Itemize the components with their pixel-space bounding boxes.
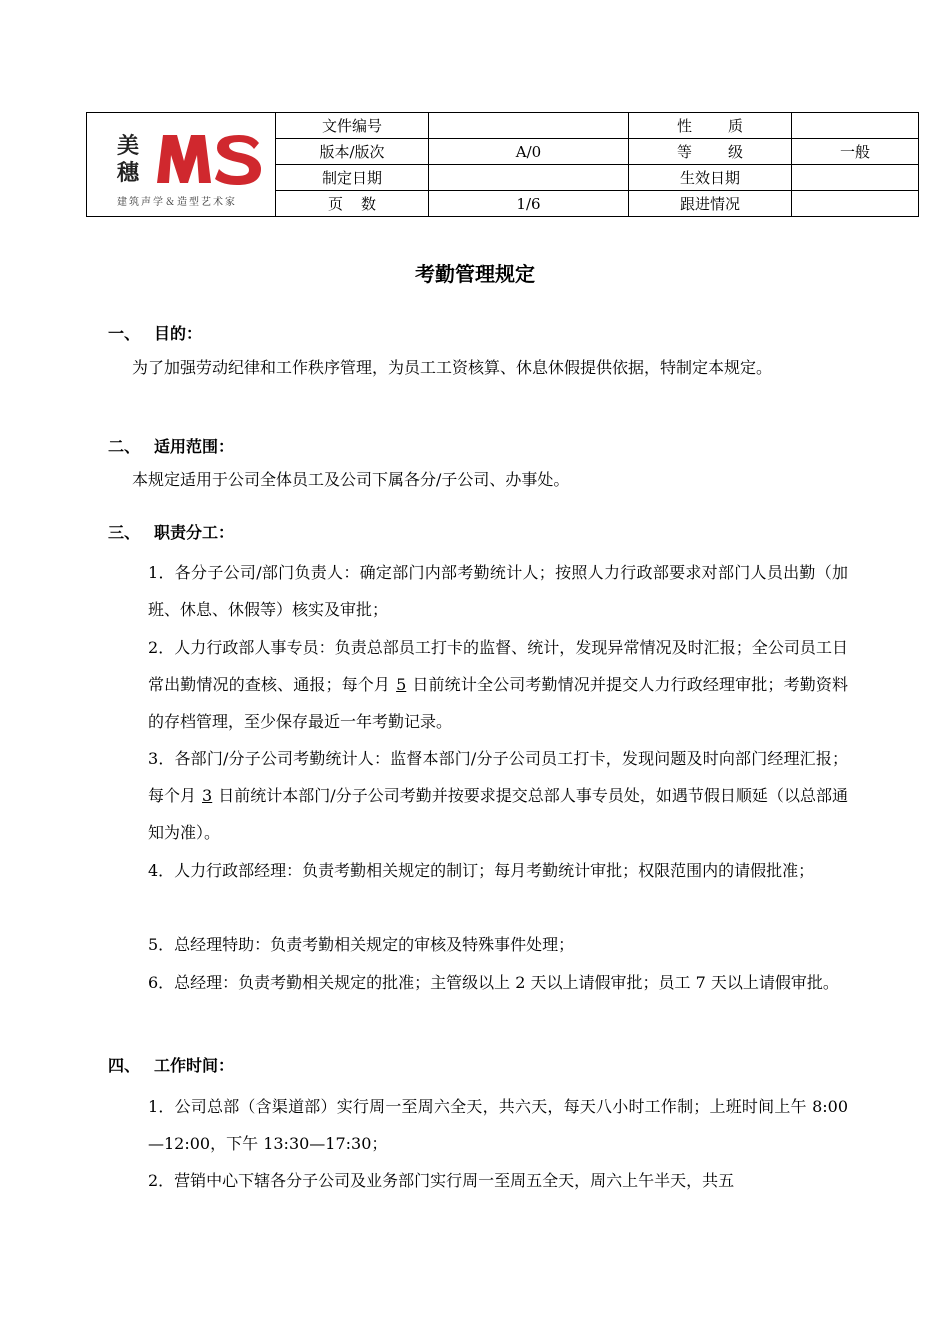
duty-item-3: 3．各部门/分子公司考勤统计人：监督本部门/分子公司员工打卡，发现问题及时向部门经理汇报；每个月 3 日前统计本部门/分子公司考勤并按要求提交总部人事专员处，如遇节假日顺延（以总部通知为准）。: [148, 749, 848, 842]
document-title: 考勤管理规定: [415, 262, 535, 286]
duty-item-1: 1．各分子公司/部门负责人：确定部门内部考勤统计人；按照人力行政部要求对部门人员出勤（加班、休息、休假等）核实及审批；: [148, 563, 848, 619]
duty-item-4: 4．人力行政部经理：负责考勤相关规定的制订；每月考勤统计审批；权限范围内的请假批准；: [148, 861, 815, 880]
logo-chinese-name: 美 穗: [117, 132, 140, 186]
value-effective-date: [792, 165, 919, 191]
section-duties-heading: 三、 职责分工：: [108, 523, 235, 542]
label-pages: 页数: [276, 191, 429, 217]
label-version: 版本/版次: [276, 139, 429, 165]
label-file-number: 文件编号: [276, 113, 429, 139]
label-effective-date: 生效日期: [629, 165, 792, 191]
duty-item-2: 2．人力行政部人事专员：负责总部员工打卡的监督、统计，发现异常情况及时汇报；全公司员工日常出勤情况的查核、通报；每个月 5 日前统计全公司考勤情况并提交人力行政经理审批；考勤资料的存档管理，至少保存最近一年考勤记录。: [148, 638, 848, 731]
section-purpose-text: 为了加强劳动纪律和工作秩序管理，为员工工资核算、休息休假提供依据，特制定本规定。: [132, 358, 773, 377]
section-scope-text: 本规定适用于公司全体员工及公司下属各分/子公司、办事处。: [132, 470, 570, 489]
value-follow-up: [792, 191, 919, 217]
label-created-date: 制定日期: [276, 165, 429, 191]
value-version: A/0: [429, 139, 629, 165]
document-header-table: [86, 112, 919, 217]
section-scope-heading: 二、 适用范围：: [108, 437, 235, 456]
section-work-hours-heading: 四、 工作时间：: [108, 1056, 235, 1075]
duty-item-6: 6．总经理：负责考勤相关规定的批准；主管级以上 2 天以上请假审批；员工 7 天以上请假审批。: [148, 973, 839, 992]
label-nature: 性质: [629, 113, 792, 139]
value-nature: [792, 113, 919, 139]
monthly-deadline-day: 5: [396, 675, 407, 694]
value-created-date: [429, 165, 629, 191]
logo-cell: [87, 113, 276, 217]
company-logo: [87, 115, 275, 215]
work-hours-item-2: 2．营销中心下辖各分子公司及业务部门实行周一至周五全天，周六上午半天，共五: [148, 1171, 735, 1190]
label-grade: 等级: [629, 139, 792, 165]
section-purpose-heading: 一、 目的：: [108, 324, 203, 343]
value-pages: 1/6: [429, 191, 629, 217]
department-deadline-day: 3: [202, 786, 213, 805]
logo-subtitle: 建筑声学＆造型艺术家: [117, 196, 237, 208]
label-follow-up: 跟进情况: [629, 191, 792, 217]
value-grade: 一般: [792, 139, 919, 165]
work-hours-item-1: 1．公司总部（含渠道部）实行周一至周六全天，共六天，每天八小时工作制；上班时间上午 8:00—12:00，下午 13:30—17:30；: [148, 1097, 848, 1153]
value-file-number: [429, 113, 629, 139]
ms-logo-mark: [157, 133, 263, 185]
duty-item-5: 5．总经理特助：负责考勤相关规定的审核及特殊事件处理；: [148, 935, 575, 954]
